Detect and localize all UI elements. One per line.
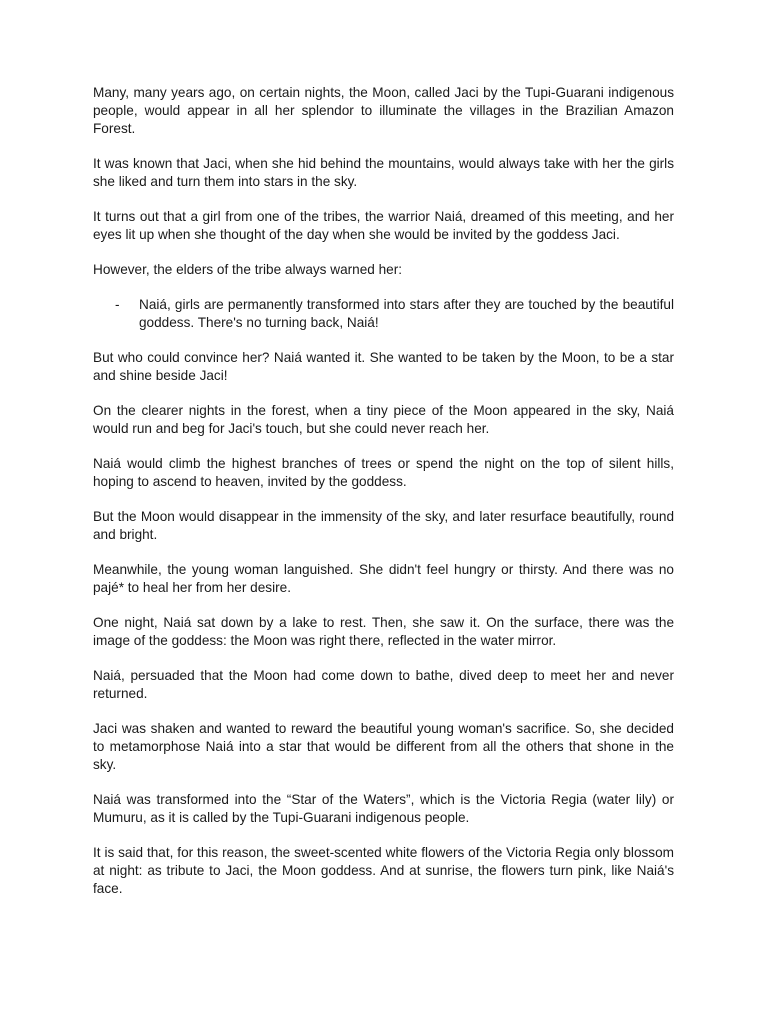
dialogue-dash: - — [115, 297, 120, 312]
paragraph-1: Many, many years ago, on certain nights, the Moon, called Jaci by the Tupi-Guarani indigenous people, would appear in all her splendor to illuminate the villages in the Brazilian Amazon Forest. — [93, 85, 674, 136]
document-body — [93, 84, 674, 915]
paragraph-11: Naiá, persuaded that the Moon had come down to bathe, dived deep to meet her and never returned. — [93, 668, 674, 701]
paragraph-3: It turns out that a girl from one of the tribes, the warrior Naiá, dreamed of this meeting, and her eyes lit up when she thought of the day when she would be invited by the goddess Jaci. — [93, 209, 674, 242]
paragraph-6: On the clearer nights in the forest, when a tiny piece of the Moon appeared in the sky, Naiá would run and beg for Jaci's touch, but she could never reach her. — [93, 403, 674, 436]
paragraph-2: It was known that Jaci, when she hid behind the mountains, would always take with her the girls she liked and turn them into stars in the sky. — [93, 156, 674, 189]
paragraph-14: It is said that, for this reason, the sweet-scented white flowers of the Victoria Regia only blossom at night: as tribute to Jaci, the Moon goddess. And at sunrise, the flowers turn pink, like Naiá's face. — [93, 845, 674, 896]
paragraph-7: Naiá would climb the highest branches of trees or spend the night on the top of silent hills, hoping to ascend to heaven, invited by the goddess. — [93, 456, 674, 489]
paragraph-8: But the Moon would disappear in the immensity of the sky, and later resurface beautifully, round and bright. — [93, 509, 674, 542]
paragraph-12: Jaci was shaken and wanted to reward the beautiful young woman's sacrifice. So, she decided to metamorphose Naiá into a star that would be different from all the others that shone in the sky. — [93, 721, 674, 772]
dialogue-item — [93, 296, 674, 332]
paragraph-9: Meanwhile, the young woman languished. She didn't feel hungry or thirsty. And there was no pajé* to heal her from her desire. — [93, 562, 674, 595]
paragraph-4: However, the elders of the tribe always warned her: — [93, 262, 403, 277]
paragraph-13: Naiá was transformed into the “Star of the Waters”, which is the Victoria Regia (water lily) or Mumuru, as it is called by the Tupi-Guarani indigenous people. — [93, 792, 674, 825]
dialogue-text: Naiá, girls are permanently transformed into stars after they are touched by the beautiful goddess. There's no turning back, Naiá! — [139, 297, 674, 330]
paragraph-5: But who could convince her? Naiá wanted it. She wanted to be taken by the Moon, to be a star and shine beside Jaci! — [93, 350, 674, 383]
paragraph-10: One night, Naiá sat down by a lake to rest. Then, she saw it. On the surface, there was the image of the goddess: the Moon was right there, reflected in the water mirror. — [93, 615, 674, 648]
